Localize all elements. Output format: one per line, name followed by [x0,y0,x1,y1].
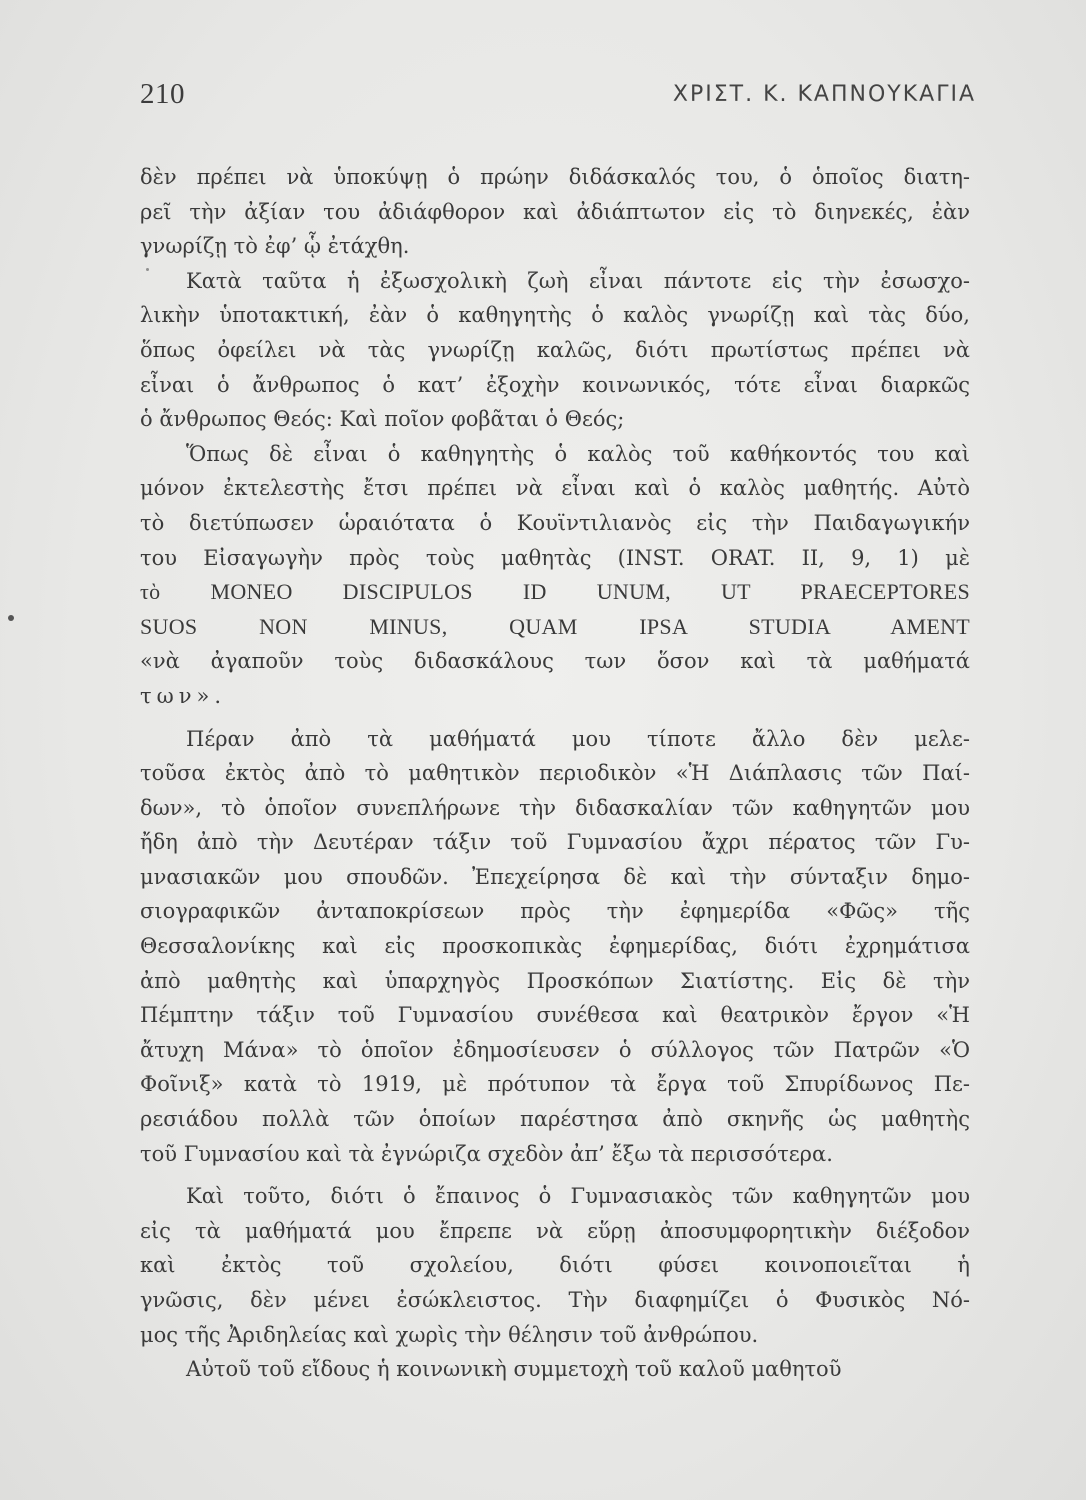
text-line: Θεσσαλονίκης καὶ εἰς προσκοπικὰς ἐφημερίδας, διότι ἐχρημάτισα [140,934,970,959]
text-line: ἀπὸ μαθητὴς καὶ ὑπαρχηγὸς Προσκόπων Σιατίστης. Εἰς δὲ τὴν [140,968,970,993]
paragraph-start-line: Καὶ τοῦτο, διότι ὁ ἔπαινος ὁ Γυμνασιακὸς τῶν καθηγητῶν μου [186,1184,970,1209]
paragraph-gap [140,1171,970,1179]
text-line: τοῦσα ἐκτὸς ἀπὸ τὸ μαθητικὸν περιοδικὸν «Ἡ Διάπλασις τῶν Παί- [140,761,970,786]
page-number: 210 [140,78,185,110]
latin-quote-line: τὸ MONEO DISCIPULOS ID UNUM, UT PRAECEPTORES [140,579,970,605]
text-line: γνωρίζῃ τὸ ἐφ’ ᾧ ἐτάχθη. [140,234,410,259]
text-line: ὅπως ὀφείλει νὰ τὰς γνωρίζῃ καλῶς, διότι πρωτίστως πρέπει νὰ [140,337,970,362]
text-line: μνασιακῶν μου σπουδῶν. Ἐπεχείρησα δὲ καὶ τὴν σύνταξιν δημο- [140,864,970,889]
text-line: ρεσιάδου πολλὰ τῶν ὁποίων παρέστησα ἀπὸ σκηνῆς ὡς μαθητὴς [140,1107,970,1132]
print-speck [8,615,14,621]
paragraph-start-line: Αὐτοῦ τοῦ εἴδους ἡ κοινωνικὴ συμμετοχὴ τοῦ καλοῦ μαθητοῦ [186,1357,842,1382]
text-line: λικὴν ὑποτακτική, ἐὰν ὁ καθηγητὴς ὁ καλὸς γνωρίζῃ καὶ τὰς δύο, [140,303,970,328]
text-line: των». [140,683,227,708]
text-line: γνῶσις, δὲν μένει ἐσώκλειστος. Τὴν διαφημίζει ὁ Φυσικὸς Νό- [140,1288,970,1312]
paragraph-gap [140,714,970,722]
text-line: «νὰ ἀγαποῦν τοὺς διδασκάλους των ὅσον καὶ τὰ μαθήματά [140,649,970,674]
text-line: Φοῖνιξ» κατὰ τὸ 1919, μὲ πρότυπον τὰ ἔργα τοῦ Σπυρίδωνος Πε- [140,1072,970,1097]
text-line: του Εἰσαγωγὴν πρὸς τοὺς μαθητὰς (INST. ORAT. II, 9, 1) μὲ [140,545,970,570]
text-line: ρεῖ τὴν ἀξίαν του ἀδιάφθορον καὶ ἀδιάπτωτον εἰς τὸ διηνεκές, ἐὰν [140,199,970,224]
page-header [140,78,976,118]
paragraph-start-line: Κατὰ ταῦτα ἡ ἐξωσχολικὴ ζωὴ εἶναι πάντοτε εἰς τὴν ἐσωσχο- [186,268,970,293]
text-line: Πέμπτην τάξιν τοῦ Γυμνασίου συνέθεσα καὶ θεατρικὸν ἔργον «Ἡ [140,1003,970,1028]
text-line: σιογραφικῶν ἀνταποκρίσεων πρὸς τὴν ἐφημερίδα «Φῶς» τῆς [140,899,970,924]
text-line: ὁ ἄνθρωπος Θεός: Καὶ ποῖον φοβᾶται ὁ Θεός; [140,407,625,432]
text-line: ἤδη ἀπὸ τὴν Δευτέραν τάξιν τοῦ Γυμνασίου ἄχρι πέρατος τῶν Γυ- [140,830,970,855]
text-line: τὸ διετύπωσεν ὡραιότατα ὁ Κουϊντιλιανὸς εἰς τὴν Παιδαγωγικήν [140,510,970,535]
running-head-author: ΧΡΙΣΤ. Κ. ΚΑΠΝΟΥΚΑΓΙΑ [672,82,976,107]
print-speck [146,268,149,271]
text-line: μος τῆς Ἀριδηλείας καὶ χωρὶς τὴν θέλησιν τοῦ ἀνθρώπου. [140,1322,759,1347]
text-line: δων», τὸ ὁποῖον συνεπλήρωνε τὴν διδασκαλίαν τῶν καθηγητῶν μου [140,795,970,820]
text-line: ἄτυχη Μάνα» τὸ ὁποῖον ἐδημοσίευσεν ὁ σύλλογος τῶν Πατρῶν «Ὁ [140,1037,970,1062]
latin-quote-line: SUOS NON MINUS, QUAM IPSA STUDIA AMENT [140,613,970,639]
text-line: τοῦ Γυμνασίου καὶ τὰ ἐγνώριζα σχεδὸν ἀπ’ ἔξω τὰ περισσότερα. [140,1141,833,1166]
paragraph-start-line: Πέραν ἀπὸ τὰ μαθήματά μου τίποτε ἄλλο δὲν μελε- [186,726,970,751]
text-line: δὲν πρέπει νὰ ὑποκύψῃ ὁ πρώην διδάσκαλός του, ὁ ὁποῖος διατη- [140,165,970,189]
body-text [140,160,970,1387]
text-line: εἰς τὰ μαθήματά μου ἔπρεπε νὰ εὕρῃ ἀποσυμφορητικὴν διέξοδον [140,1218,970,1243]
paragraph-start-line: Ὅπως δὲ εἶναι ὁ καθηγητὴς ὁ καλὸς τοῦ καθήκοντός του καὶ [186,441,970,466]
text-line: καὶ ἐκτὸς τοῦ σχολείου, διότι φύσει κοινοποιεῖται ἡ [140,1253,970,1278]
text-line: μόνον ἐκτελεστὴς ἔτσι πρέπει νὰ εἶναι καὶ ὁ καλὸς μαθητής. Αὐτὸ [140,476,970,501]
text-line: εἶναι ὁ ἄνθρωπος ὁ κατ’ ἐξοχὴν κοινωνικός, τότε εἶναι διαρκῶς [140,372,970,397]
